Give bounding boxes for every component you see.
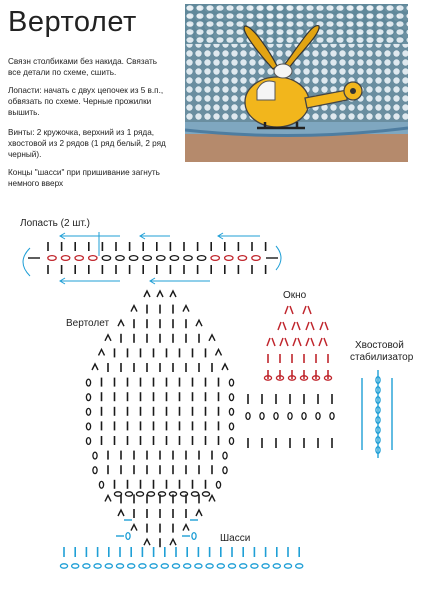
stitch-mark bbox=[303, 306, 306, 314]
increase-mark bbox=[99, 349, 105, 355]
chain-mark bbox=[129, 256, 137, 261]
increase-mark bbox=[183, 306, 189, 312]
chain-mark bbox=[172, 564, 179, 568]
increase-mark bbox=[118, 510, 124, 516]
chain-mark bbox=[125, 492, 132, 496]
stitch-mark bbox=[292, 322, 295, 330]
chain-mark bbox=[136, 492, 143, 496]
chain-mark bbox=[206, 564, 213, 568]
chain-mark bbox=[223, 467, 227, 474]
increase-mark bbox=[131, 525, 137, 531]
increase-mark bbox=[222, 364, 228, 370]
chain-mark bbox=[192, 533, 196, 540]
chain-mark bbox=[211, 256, 219, 261]
chain-mark bbox=[284, 564, 291, 568]
chain-mark bbox=[302, 413, 306, 420]
chain-mark bbox=[102, 256, 110, 261]
chain-mark bbox=[296, 564, 303, 568]
chain-mark bbox=[116, 564, 123, 568]
chain-mark bbox=[147, 492, 154, 496]
increase-mark bbox=[183, 525, 189, 531]
chain-mark bbox=[161, 564, 168, 568]
chain-mark bbox=[262, 564, 269, 568]
increase-mark bbox=[209, 335, 215, 341]
chain-mark bbox=[202, 492, 209, 496]
helicopter-body-diagram bbox=[86, 291, 334, 547]
stitch-mark bbox=[325, 322, 328, 330]
chain-mark bbox=[86, 379, 90, 386]
chain-mark bbox=[238, 256, 246, 261]
chain-mark bbox=[216, 481, 220, 488]
chain-mark bbox=[184, 256, 192, 261]
page-title: Вертолет bbox=[8, 6, 137, 38]
chain-mark bbox=[94, 564, 101, 568]
stitch-mark bbox=[311, 338, 314, 346]
chain-mark bbox=[246, 413, 250, 420]
increase-mark bbox=[131, 306, 137, 312]
blades-line: обвязать по схеме. Черные прожилки bbox=[8, 97, 152, 106]
direction-arrow bbox=[23, 248, 30, 276]
blades-line: Лопасти: начать с двух цепочек из 5 в.п., bbox=[8, 86, 164, 95]
chain-mark bbox=[86, 394, 90, 401]
chain-mark bbox=[99, 481, 103, 488]
chain-mark bbox=[139, 564, 146, 568]
chain-mark bbox=[150, 564, 157, 568]
chain-mark bbox=[316, 413, 320, 420]
stitch-mark bbox=[298, 338, 301, 346]
stitch-mark bbox=[290, 306, 293, 314]
increase-mark bbox=[144, 539, 150, 545]
increase-mark bbox=[196, 320, 202, 326]
stitch-mark bbox=[308, 306, 311, 314]
chain-mark bbox=[184, 564, 191, 568]
increase-mark bbox=[105, 495, 111, 501]
chain-mark bbox=[48, 256, 56, 261]
chain-mark bbox=[86, 423, 90, 430]
increase-mark bbox=[92, 364, 98, 370]
stitch-mark bbox=[278, 322, 281, 330]
chain-mark bbox=[229, 394, 233, 401]
chain-mark bbox=[105, 564, 112, 568]
screws-line: черный). bbox=[8, 150, 42, 159]
chain-mark bbox=[128, 564, 135, 568]
chain-mark bbox=[217, 564, 224, 568]
increase-mark bbox=[196, 510, 202, 516]
chain-mark bbox=[225, 256, 233, 261]
chain-mark bbox=[251, 564, 258, 568]
chain-mark bbox=[89, 256, 97, 261]
chain-mark bbox=[223, 452, 227, 459]
stitch-mark bbox=[306, 338, 309, 346]
chassis-line: немного вверх bbox=[8, 179, 64, 188]
stitch-mark bbox=[297, 322, 300, 330]
chain-mark bbox=[260, 413, 264, 420]
stitch-mark bbox=[272, 338, 275, 346]
chain-mark bbox=[86, 408, 90, 415]
chassis-line: Концы "шасси" при пришивание загнуть bbox=[8, 168, 160, 177]
chain-mark bbox=[330, 413, 334, 420]
increase-mark bbox=[216, 349, 222, 355]
increase-mark bbox=[170, 539, 176, 545]
chain-mark bbox=[116, 256, 124, 261]
screws-line: хвостовой из 2 рядов (1 ряд белый, 2 ряд bbox=[8, 139, 166, 148]
chain-mark bbox=[114, 492, 121, 496]
chain-mark bbox=[197, 256, 205, 261]
chain-mark bbox=[60, 564, 67, 568]
chain-mark bbox=[93, 452, 97, 459]
chain-mark bbox=[252, 256, 260, 261]
chain-mark bbox=[157, 256, 165, 261]
stitch-mark bbox=[319, 338, 322, 346]
chain-mark bbox=[143, 256, 151, 261]
chain-mark bbox=[240, 564, 247, 568]
tail-stabilizer-diagram bbox=[362, 370, 392, 458]
stitch-mark bbox=[267, 338, 270, 346]
intro-line: все детали по схеме, сшить. bbox=[8, 68, 117, 77]
increase-mark bbox=[157, 291, 163, 297]
chain-mark bbox=[180, 492, 187, 496]
chain-mark bbox=[170, 256, 178, 261]
chain-mark bbox=[83, 564, 90, 568]
increase-mark bbox=[144, 291, 150, 297]
chassis-diagram bbox=[60, 520, 302, 568]
increase-mark bbox=[209, 495, 215, 501]
blade-label: Лопасть (2 шт.) bbox=[20, 218, 90, 229]
chain-mark bbox=[273, 564, 280, 568]
blade-diagram bbox=[23, 232, 281, 284]
chain-mark bbox=[229, 438, 233, 445]
stabilizer-label-2: стабилизатор bbox=[350, 352, 414, 363]
chain-mark bbox=[228, 564, 235, 568]
chain-mark bbox=[229, 423, 233, 430]
chassis-label: Шасси bbox=[220, 533, 251, 544]
window-diagram bbox=[264, 306, 331, 380]
chain-mark bbox=[274, 413, 278, 420]
stitch-mark bbox=[306, 322, 309, 330]
stitch-mark bbox=[324, 338, 327, 346]
stitch-mark bbox=[285, 306, 288, 314]
stabilizer-label-1: Хвостовой bbox=[355, 340, 404, 351]
stitch-mark bbox=[293, 338, 296, 346]
blades-line: вышить. bbox=[8, 108, 40, 117]
increase-mark bbox=[105, 335, 111, 341]
chain-mark bbox=[75, 256, 83, 261]
stitch-mark bbox=[285, 338, 288, 346]
chain-mark bbox=[229, 379, 233, 386]
increase-mark bbox=[170, 291, 176, 297]
chain-mark bbox=[195, 564, 202, 568]
chain-mark bbox=[126, 533, 130, 540]
chain-mark bbox=[72, 564, 79, 568]
helicopter-label: Вертолет bbox=[66, 318, 110, 329]
chain-mark bbox=[229, 408, 233, 415]
chain-mark bbox=[93, 467, 97, 474]
intro-line: Связн столбиками без накида. Связать bbox=[8, 57, 157, 66]
chain-mark bbox=[86, 438, 90, 445]
chain-mark bbox=[61, 256, 69, 261]
window-label: Окно bbox=[283, 290, 307, 301]
chain-mark bbox=[158, 492, 165, 496]
screws-line: Винты: 2 кружочка, верхний из 1 ряда, bbox=[8, 128, 155, 137]
stitch-mark bbox=[283, 322, 286, 330]
stitch-mark bbox=[311, 322, 314, 330]
increase-mark bbox=[118, 320, 124, 326]
chain-mark bbox=[288, 413, 292, 420]
chain-mark bbox=[191, 492, 198, 496]
stitch-mark bbox=[280, 338, 283, 346]
stitch-mark bbox=[320, 322, 323, 330]
